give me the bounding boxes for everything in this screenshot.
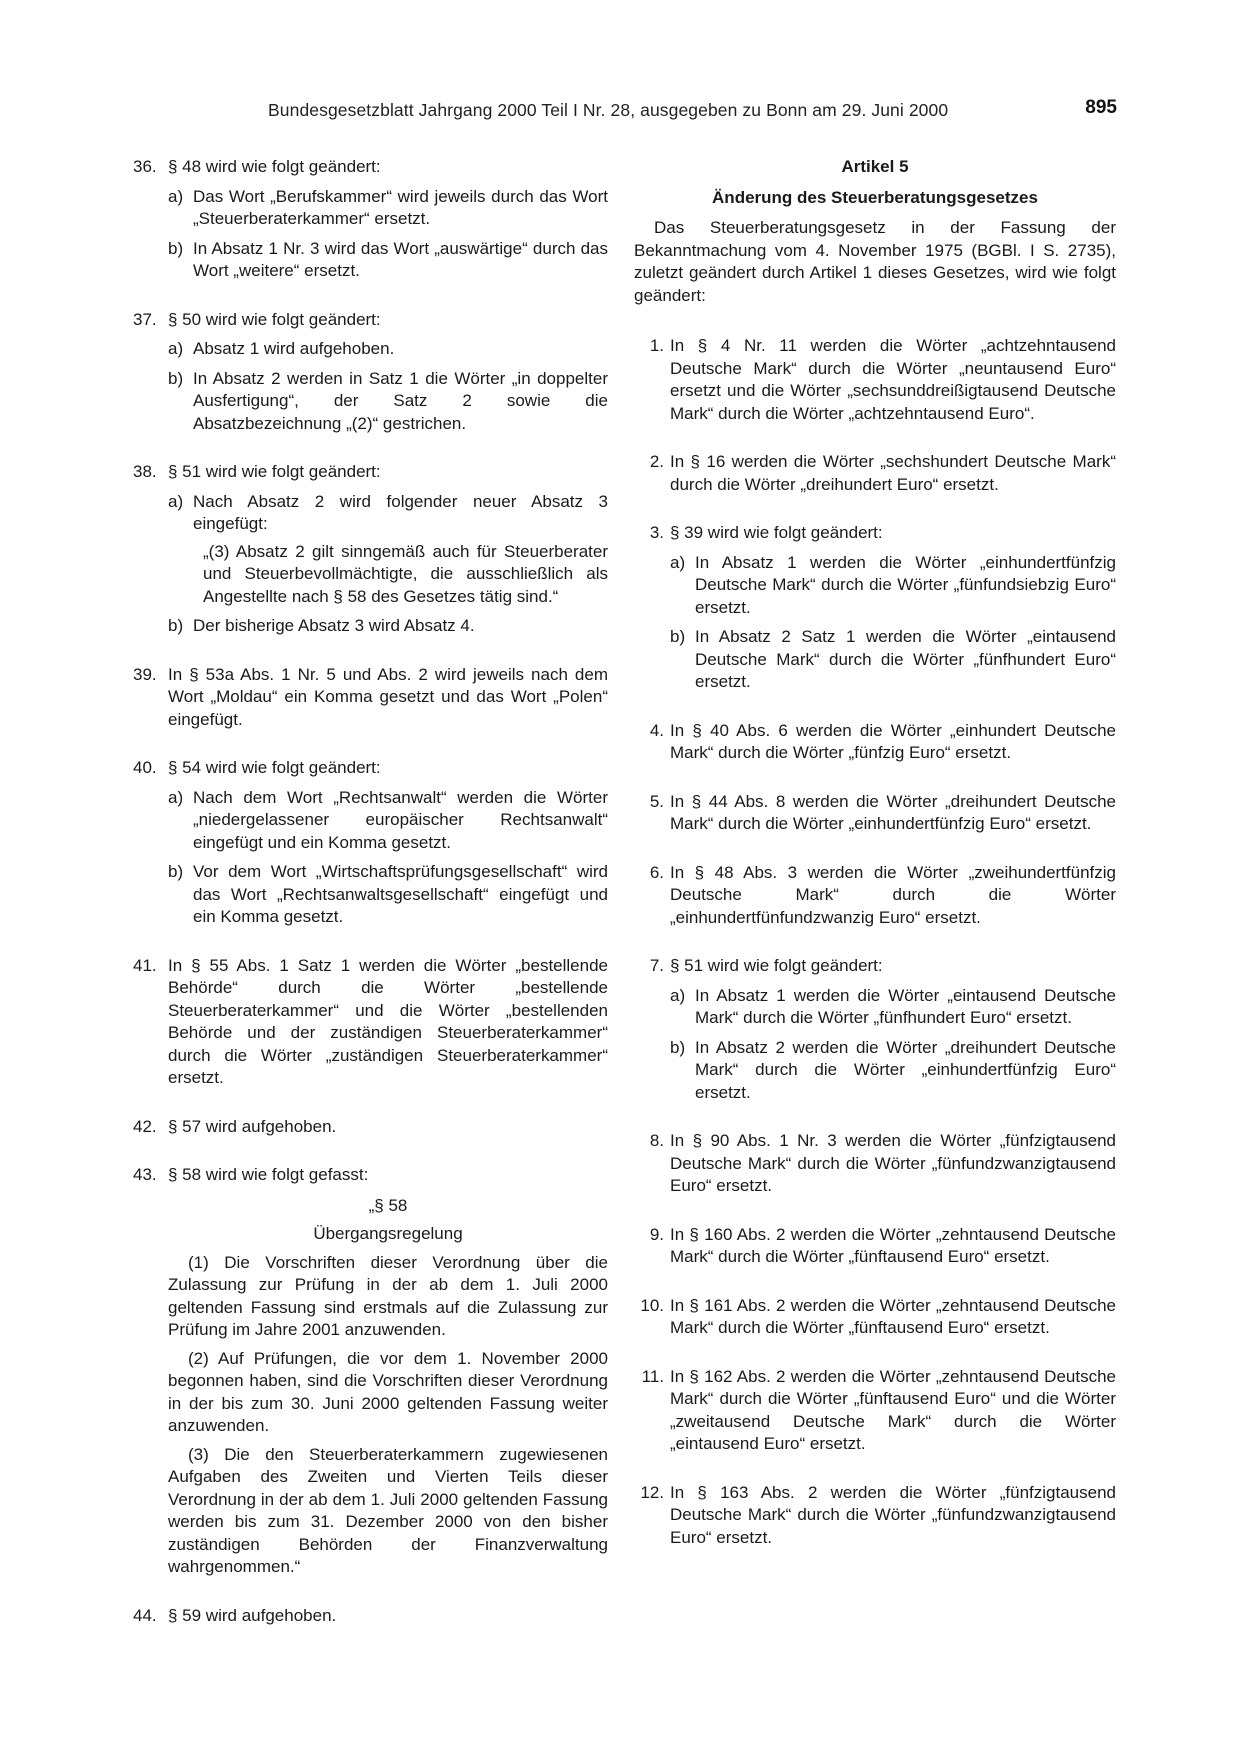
item-text: § 59 wird aufgehoben.	[168, 1605, 337, 1625]
sub-text: Absatz 1 wird aufgehoben.	[193, 339, 395, 358]
item-number: 11.	[641, 1366, 664, 1386]
item-number: 40.	[133, 758, 157, 777]
sub-text: In Absatz 2 werden in Satz 1 die Wörter „in doppelter Ausfertigung“, der Satz 2 sowie die Absatzbezeichnung „(2)“ gestrichen.	[193, 368, 608, 433]
list-item	[634, 451, 1116, 496]
list-item	[133, 1116, 608, 1139]
sub-item	[168, 861, 608, 929]
item-text: In § 40 Abs. 6 werden die Wörter „einhundert Deutsche Mark“ durch die Wörter „fünfzig Euro“ ersetzt.	[670, 720, 1116, 762]
list-item	[634, 1482, 1116, 1550]
sub-text: In Absatz 2 werden die Wörter „dreihundert Deutsche Mark“ durch die Wörter „einhundertfünfzig Euro“ ersetzt.	[695, 1037, 1116, 1102]
sub-text: Der bisherige Absatz 3 wird Absatz 4.	[193, 616, 475, 635]
item-text: § 51 wird wie folgt geändert:	[168, 462, 381, 481]
item-text: In § 53a Abs. 1 Nr. 5 und Abs. 2 wird jeweils nach dem Wort „Moldau“ ein Komma gesetzt und das Wort „Polen“ eingefügt.	[168, 664, 608, 729]
section-heading: Übergangsregelung	[313, 1224, 463, 1243]
list-item	[634, 791, 1116, 836]
sub-item	[670, 1037, 1116, 1105]
sub-item	[168, 491, 608, 609]
sub-letter: a)	[168, 339, 184, 358]
list-item	[634, 1224, 1116, 1269]
item-text: In § 44 Abs. 8 werden die Wörter „dreihundert Deutsche Mark“ durch die Wörter „einhundertfünfzig Euro“ ersetzt.	[670, 791, 1116, 833]
item-number: 8.	[649, 1131, 664, 1150]
sub-letter: a)	[168, 787, 184, 807]
item-number: 10.	[640, 1295, 664, 1315]
item-text: In § 4 Nr. 11 werden die Wörter „achtzehntausend Deutsche Mark“ durch die Wörter „neuntausend Euro“ ersetzt und die Wörter „sechsunddreißigtausend Deutsche Mark“ durch die Wörter „achtzehntausend Euro“.	[670, 336, 1116, 423]
paragraph: (2) Auf Prüfungen, die vor dem 1. November 2000 begonnen haben, sind die Vorschriften dieser Verordnung in der bis zum 30. Juni 2000 geltenden Fassung weiter anzuwenden.	[168, 1348, 608, 1435]
item-number: 41.	[133, 955, 157, 975]
sub-letter: b)	[168, 238, 184, 258]
sub-item	[168, 368, 608, 436]
item-number: 5.	[649, 791, 664, 811]
header-text: Bundesgesetzblatt Jahrgang 2000 Teil I Nr. 28, ausgegeben zu Bonn am 29. Juni 2000	[268, 100, 949, 120]
item-number: 38.	[133, 462, 157, 481]
sub-item	[168, 615, 608, 638]
sub-item	[670, 626, 1116, 694]
sub-text: In Absatz 1 werden die Wörter „eintausend Deutsche Mark“ durch die Wörter „fünfhundert Euro“ ersetzt.	[695, 985, 1116, 1027]
paragraph: (3) Die den Steuerberaterkammern zugewiesenen Aufgaben des Zweiten und Vierten Teils dieser Verordnung in der ab dem 1. Juli 2000 geltenden Fassung werden bis zum 31. Dezember 2000 von den bisher zuständigen Behörden der Finanzverwaltung wahrgenommen.“	[168, 1444, 608, 1576]
item-number: 42.	[133, 1116, 157, 1136]
sub-item	[168, 787, 608, 855]
item-number: 39.	[133, 664, 157, 684]
list-item	[133, 955, 608, 1090]
item-text: § 54 wird wie folgt geändert:	[168, 758, 381, 777]
section-number: „§ 58	[368, 1195, 408, 1215]
item-text: In § 16 werden die Wörter „sechshundert Deutsche Mark“ durch die Wörter „dreihundert Euro“ ersetzt.	[670, 452, 1116, 494]
item-number: 7.	[649, 956, 664, 975]
sub-letter: a)	[168, 491, 184, 511]
sub-text: In Absatz 1 Nr. 3 wird das Wort „auswärtige“ durch das Wort „weitere“ ersetzt.	[193, 238, 608, 280]
sub-letter: a)	[670, 985, 686, 1005]
paragraph: (1) Die Vorschriften dieser Verordnung über die Zulassung zur Prüfung in der ab dem 1. Juli 2000 geltenden Fassung sind erstmals auf die Zulassung zur Prüfung im Jahre 2001 anzuwenden.	[168, 1252, 608, 1339]
item-text: In § 162 Abs. 2 werden die Wörter „zehntausend Deutsche Mark“ durch die Wörter „fünftausend Euro“ und die Wörter „zweitausend Deutsche Mark“ durch die Wörter „eintausend Euro“ ersetzt.	[670, 1366, 1116, 1453]
item-text: In § 160 Abs. 2 werden die Wörter „zehntausend Deutsche Mark“ durch die Wörter „fünftausend Euro“ ersetzt.	[670, 1224, 1116, 1266]
sub-letter: b)	[168, 862, 184, 881]
list-item	[634, 335, 1116, 425]
item-number: 37.	[133, 309, 157, 329]
inserted-paragraph: „(3) Absatz 2 gilt sinngemäß auch für Steuerberater und Steuerbevollmächtigte, die ausschließlich als Angestellte nach § 58 des Gesetzes tätig sind.“	[203, 541, 608, 606]
item-number: 36.	[133, 157, 157, 176]
item-number: 2.	[649, 452, 664, 471]
sub-item	[168, 186, 608, 231]
item-text: In § 161 Abs. 2 werden die Wörter „zehntausend Deutsche Mark“ durch die Wörter „fünftausend Euro“ ersetzt.	[670, 1295, 1116, 1337]
list-item	[133, 309, 608, 436]
list-item	[133, 156, 608, 283]
list-item	[634, 1130, 1116, 1198]
list-item	[133, 461, 608, 638]
sub-item	[168, 338, 608, 361]
item-number: 6.	[649, 862, 664, 882]
article-intro: Das Steuerberatungsgesetz in der Fassung der Bekanntmachung vom 4. November 1975 (BGBl. I S. 2735), zuletzt geändert durch Artikel 1 dieses Gesetzes, wird wie folgt geändert:	[634, 218, 1116, 305]
list-item	[634, 955, 1116, 1104]
item-number: 9.	[649, 1224, 664, 1244]
page-number: 895	[1085, 97, 1117, 118]
sub-item	[168, 238, 608, 283]
item-text: § 48 wird wie folgt geändert:	[168, 157, 381, 176]
item-text: § 39 wird wie folgt geändert:	[670, 523, 883, 542]
sub-letter: b)	[670, 1037, 686, 1057]
list-item	[634, 862, 1116, 930]
sub-letter: b)	[168, 616, 184, 635]
list-item	[133, 1605, 608, 1628]
left-column	[133, 156, 608, 1653]
list-item	[133, 757, 608, 929]
sub-text: Vor dem Wort „Wirtschaftsprüfungsgesellschaft“ wird das Wort „Rechtsanwaltsgesellschaft“ eingefügt und ein Komma gesetzt.	[193, 862, 608, 926]
list-item	[634, 1295, 1116, 1340]
sub-text: In Absatz 1 werden die Wörter „einhundertfünfzig Deutsche Mark“ durch die Wörter „fünfundsiebzig Euro“ ersetzt.	[695, 552, 1116, 617]
article-number: Artikel 5	[841, 157, 909, 176]
item-text: In § 90 Abs. 1 Nr. 3 werden die Wörter „fünfzigtausend Deutsche Mark“ durch die Wörter „fünfundzwanzigtausend Euro“ ersetzt.	[670, 1131, 1116, 1195]
sub-item	[670, 985, 1116, 1030]
item-text: § 58 wird wie folgt gefasst:	[168, 1165, 369, 1184]
sub-item	[670, 552, 1116, 620]
sub-letter: b)	[168, 368, 184, 388]
item-number: 44.	[133, 1605, 157, 1625]
list-item	[634, 720, 1116, 765]
list-item	[133, 1164, 608, 1579]
item-number: 3.	[649, 523, 664, 542]
item-text: § 50 wird wie folgt geändert:	[168, 309, 381, 329]
list-item	[133, 664, 608, 732]
page-header	[0, 99, 1240, 123]
right-column	[634, 156, 1116, 1575]
article-title: Änderung des Steuerberatungsgesetzes	[712, 187, 1038, 207]
item-number: 4.	[649, 720, 664, 740]
sub-text: In Absatz 2 Satz 1 werden die Wörter „eintausend Deutsche Mark“ durch die Wörter „fünfhundert Euro“ ersetzt.	[695, 627, 1116, 691]
sub-text: Nach dem Wort „Rechtsanwalt“ werden die Wörter „niedergelassener europäischer Rechtsanwalt“ eingefügt und ein Komma gesetzt.	[193, 787, 608, 852]
item-number: 1.	[649, 336, 664, 355]
item-text: § 57 wird aufgehoben.	[168, 1116, 337, 1136]
sub-letter: a)	[168, 186, 184, 206]
item-text: In § 163 Abs. 2 werden die Wörter „fünfzigtausend Deutsche Mark“ durch die Wörter „fünfundzwanzigtausend Euro“ ersetzt.	[670, 1482, 1116, 1547]
item-text: In § 48 Abs. 3 werden die Wörter „zweihundertfünfzig Deutsche Mark“ durch die Wörter „einhundertfünfundzwanzig Euro“ ersetzt.	[670, 862, 1116, 927]
list-item	[634, 1366, 1116, 1456]
item-number: 12.	[640, 1482, 664, 1502]
sub-letter: b)	[670, 627, 686, 646]
sub-text: Das Wort „Berufskammer“ wird jeweils durch das Wort „Steuerberaterkammer“ ersetzt.	[193, 186, 608, 228]
item-number: 43.	[133, 1165, 157, 1184]
item-text: § 51 wird wie folgt geändert:	[670, 956, 883, 975]
list-item	[634, 522, 1116, 694]
sub-letter: a)	[670, 552, 686, 572]
sub-text: Nach Absatz 2 wird folgender neuer Absatz 3 eingefügt:	[193, 491, 608, 533]
item-text: In § 55 Abs. 1 Satz 1 werden die Wörter „bestellende Behörde“ durch die Wörter „bestellende Steuerberaterkammer“ und die Wörter „bestellenden Behörde und der zuständigen Steuerberaterkammer“ durch die Wörter „zuständigen Steuerberaterkammer“ ersetzt.	[168, 955, 608, 1087]
